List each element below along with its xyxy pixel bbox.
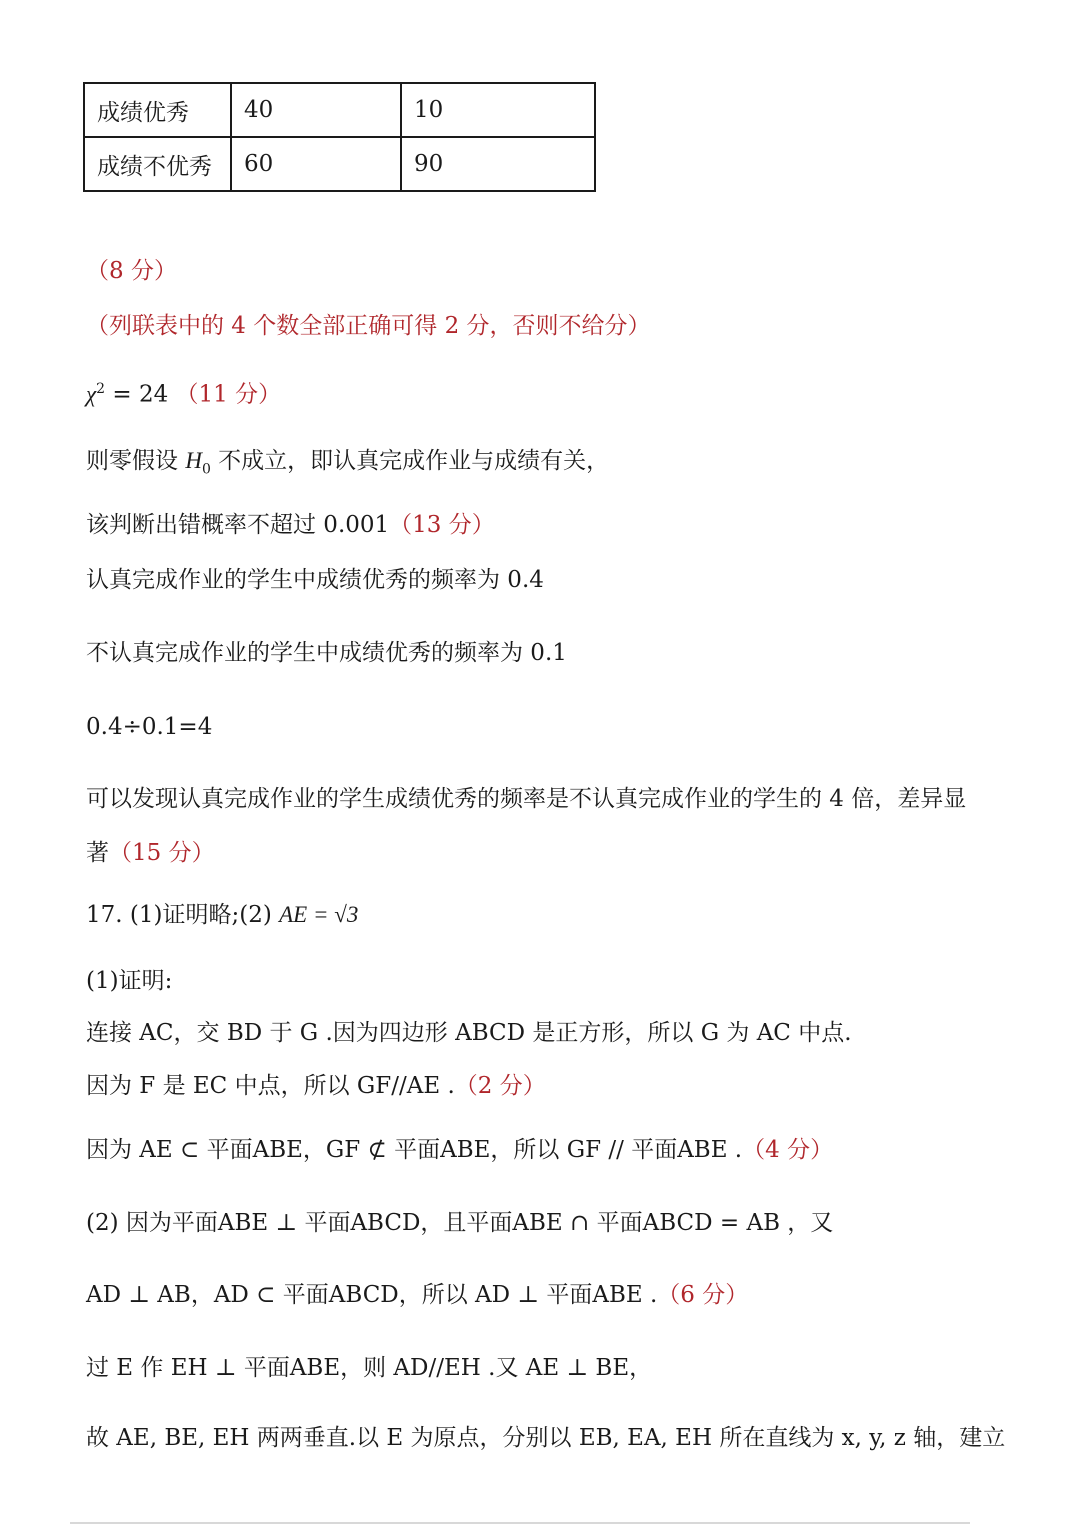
table-row — [84, 83, 595, 137]
score-note: （13 分） — [389, 512, 495, 538]
text: 该判断出错概率不超过 0.001 — [86, 512, 390, 538]
chi-square-line — [86, 374, 281, 410]
chi-symbol: χ — [86, 381, 97, 407]
table-cell: 60 — [231, 137, 401, 191]
chi-value: = 24 — [105, 381, 169, 408]
text-line — [86, 1280, 748, 1310]
text: 则零假设 — [86, 448, 186, 474]
text-line: 连接 AC，交 BD 于 G .因为四边形 ABCD 是正方形，所以 G 为 AC 中点. — [86, 1020, 852, 1046]
problem-17-heading — [86, 900, 358, 930]
text: 17. (1)证明略;(2) — [86, 902, 280, 928]
text-line: (1)证明: — [86, 968, 173, 994]
hypothesis-line — [86, 446, 609, 485]
table-cell: 成绩不优秀 — [84, 137, 231, 191]
grading-note: （列联表中的 4 个数全部正确可得 2 分，否则不给分） — [86, 313, 651, 339]
text-line: (2) 因为平面ABE ⊥ 平面ABCD，且平面ABE ∩ 平面ABCD = AB ，又 — [86, 1210, 834, 1236]
text-line: 可以发现认真完成作业的学生成绩优秀的频率是不认真完成作业的学生的 4 倍，差异显 — [86, 786, 967, 812]
h-subscript: 0 — [201, 461, 211, 478]
text: 著 — [86, 840, 109, 866]
score-note: （4 分） — [742, 1137, 834, 1163]
contingency-table — [83, 82, 596, 192]
table-row — [84, 137, 595, 191]
page-divider — [70, 1522, 970, 1524]
table-cell: 90 — [401, 137, 595, 191]
text-line: 故 AE, BE, EH 两两垂直.以 E 为原点，分别以 EB, EA, EH 所在直线为 x, y, z 轴，建立 — [86, 1425, 1006, 1451]
table-cell: 10 — [401, 83, 595, 137]
text-line: 不认真完成作业的学生中成绩优秀的频率为 0.1 — [86, 640, 567, 666]
text-line: 认真完成作业的学生中成绩优秀的频率为 0.4 — [86, 567, 544, 593]
text-line — [86, 1135, 833, 1165]
text: 因为 F 是 EC 中点，所以 GF//AE . — [86, 1073, 455, 1099]
text-line — [86, 1071, 546, 1101]
text-line — [86, 838, 215, 868]
text-line: 0.4÷0.1=4 — [86, 714, 213, 740]
probability-line — [86, 510, 495, 540]
score-note: （15 分） — [109, 840, 215, 866]
table-cell: 40 — [231, 83, 401, 137]
score-note: （6 分） — [657, 1282, 749, 1308]
h-symbol: H — [185, 448, 202, 473]
math-expression: AE = √3 — [279, 902, 359, 927]
score-note: （2 分） — [454, 1073, 546, 1099]
text: AD ⊥ AB，AD ⊂ 平面ABCD，所以 AD ⊥ 平面ABE . — [86, 1282, 658, 1308]
score-note: （11 分） — [175, 381, 282, 408]
score-note: （8 分） — [86, 258, 177, 284]
table-cell: 成绩优秀 — [84, 83, 231, 137]
chi-exponent: 2 — [96, 381, 106, 397]
text: 不成立，即认真完成作业与成绩有关， — [210, 448, 610, 474]
text: 因为 AE ⊂ 平面ABE，GF ⊄ 平面ABE，所以 GF // 平面ABE . — [86, 1137, 743, 1163]
text-line: 过 E 作 EH ⊥ 平面ABE，则 AD//EH .又 AE ⊥ BE， — [86, 1355, 653, 1381]
